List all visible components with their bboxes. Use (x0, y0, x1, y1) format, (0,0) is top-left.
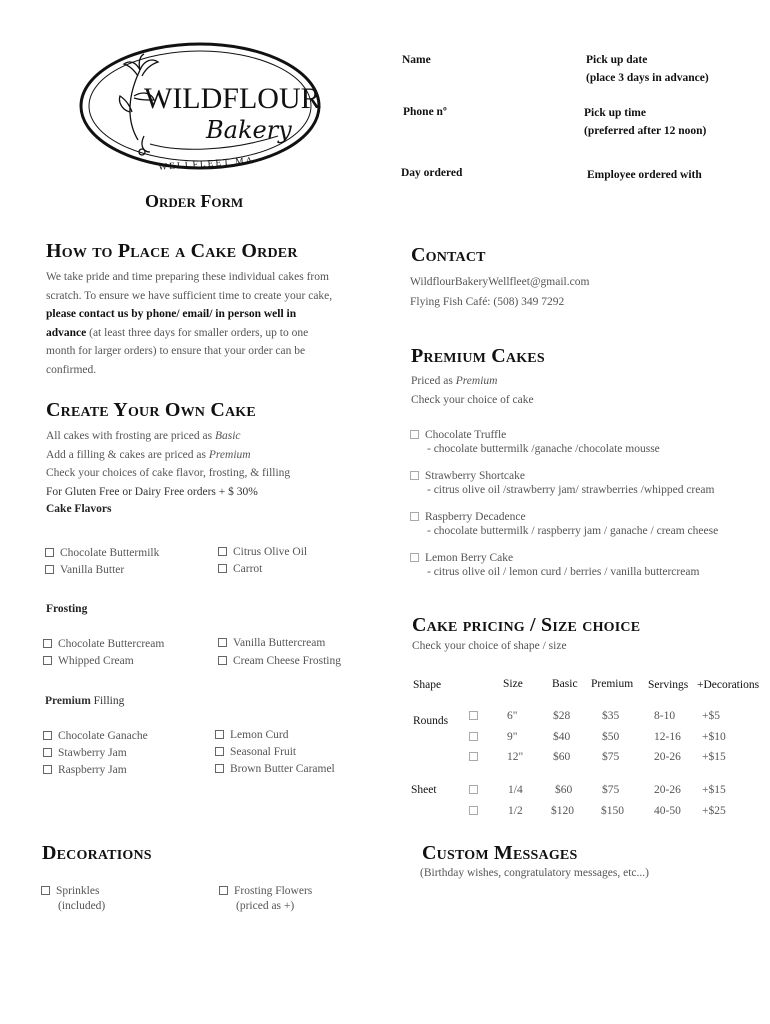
filling-label-bold: Premium (45, 695, 91, 707)
premium-title: Premium Cakes (411, 345, 545, 367)
contact-email[interactable]: WildflourBakeryWellfleet@gmail.com (410, 276, 590, 288)
filling-option[interactable] (43, 747, 127, 759)
filling-option[interactable] (215, 729, 288, 741)
filling-option-label: Lemon Curd (230, 729, 289, 741)
checkbox[interactable] (469, 732, 478, 741)
decoration-note: (included) (58, 900, 106, 912)
checkbox[interactable] (469, 785, 478, 794)
filling-option-label: Brown Butter Caramel (230, 763, 335, 775)
rounds-label: Rounds (413, 715, 449, 727)
premium-check: Check your choice of cake (411, 394, 534, 406)
pricing-title: Cake pricing / Size choice (412, 614, 641, 636)
bakery-logo (78, 40, 326, 180)
cell-decorations: +$25 (702, 805, 726, 817)
filling-option-label: Raspberry Jam (58, 764, 127, 776)
col-header-premium: Premium (591, 678, 634, 690)
checkbox[interactable] (218, 564, 227, 573)
filling-label-rest: Filling (90, 695, 125, 707)
checkbox[interactable] (43, 748, 52, 757)
contact-title: Contact (411, 244, 486, 266)
col-header-size: Size (503, 678, 523, 690)
cell-decorations: +$5 (702, 710, 720, 722)
checkbox[interactable] (43, 639, 52, 648)
filling-option[interactable] (43, 730, 148, 742)
pickup-time-note: (preferred after 12 noon) (584, 125, 707, 137)
cell-decorations: +$15 (702, 751, 726, 763)
create-em: Basic (214, 430, 241, 442)
checkbox[interactable] (218, 656, 227, 665)
col-header-basic: Basic (552, 678, 578, 690)
checkbox[interactable] (469, 752, 478, 761)
cell-size: 6" (507, 710, 518, 722)
cell-servings: 8-10 (654, 710, 676, 722)
frosting-label: Frosting (46, 603, 88, 615)
pickup-date-field-label[interactable]: Pick up date (586, 54, 648, 66)
checkbox[interactable] (45, 565, 54, 574)
cell-servings: 40-50 (654, 805, 681, 817)
filling-option-label: Stawberry Jam (58, 747, 127, 759)
premium-cake-name: Raspberry Decadence (425, 511, 526, 523)
frosting-option[interactable] (218, 655, 341, 667)
table-row[interactable] (469, 710, 484, 722)
frosting-option-label: Chocolate Buttercream (58, 638, 165, 650)
how-to-line: We take pride and time preparing these individual cakes from (46, 271, 329, 283)
logo-emblem (78, 40, 326, 180)
checkbox[interactable] (469, 806, 478, 815)
frosting-option-label: Cream Cheese Frosting (233, 655, 341, 667)
create-line: Add a filling & cakes are priced as (46, 448, 209, 461)
how-to-paragraph (46, 268, 366, 379)
create-line: Check your choices of cake flavor, frosting, & filling (46, 467, 291, 479)
create-cake-intro (46, 427, 366, 501)
sheet-label: Sheet (411, 784, 437, 796)
filling-label (45, 695, 124, 707)
how-to-bold: advance (46, 326, 87, 339)
how-to-line: scratch. To ensure we have sufficient time to create your cake, (46, 289, 333, 302)
name-field-label[interactable]: Name (402, 54, 431, 66)
table-row[interactable] (469, 784, 484, 796)
filling-option-label: Chocolate Ganache (58, 730, 148, 742)
checkbox[interactable] (41, 886, 50, 895)
premium-cake-desc: - chocolate buttermilk /ganache /chocolate mousse (427, 443, 660, 455)
cell-basic: $28 (553, 710, 571, 722)
premium-cake-option[interactable] (410, 428, 660, 456)
flavor-option[interactable] (218, 563, 262, 575)
premium-cake-name: Lemon Berry Cake (425, 552, 514, 564)
flavor-option[interactable] (45, 547, 159, 559)
logo-name: WILDFLOUR (144, 82, 321, 115)
decoration-name: Frosting Flowers (234, 885, 313, 897)
cell-premium: $150 (601, 805, 624, 817)
pickup-time-field-label[interactable]: Pick up time (584, 107, 646, 119)
premium-priced-text: Priced as (411, 375, 456, 387)
flavor-label: Chocolate Buttermilk (60, 547, 160, 559)
frosting-option-label: Whipped Cream (58, 655, 134, 667)
filling-option[interactable] (43, 764, 127, 776)
cell-basic: $120 (551, 805, 574, 817)
checkbox[interactable] (43, 731, 52, 740)
premium-cake-option[interactable] (410, 551, 699, 579)
premium-cake-desc: - citrus olive oil / lemon curd / berries / vanilla buttercream (427, 566, 700, 578)
cell-servings: 20-26 (654, 751, 681, 763)
cell-servings: 12-16 (654, 731, 681, 743)
cell-size: 1/4 (508, 784, 523, 796)
frosting-option[interactable] (43, 638, 164, 650)
how-to-line: (at least three days for smaller orders, up to one (86, 326, 309, 339)
premium-priced-em: Premium (455, 375, 498, 387)
cell-premium: $75 (602, 784, 620, 796)
decoration-option[interactable] (219, 884, 312, 914)
premium-cake-option[interactable] (410, 469, 714, 497)
how-to-line: month for larger orders) to ensure that your order can be (46, 345, 306, 357)
cell-size: 9" (507, 731, 518, 743)
cell-basic: $60 (555, 784, 573, 796)
custom-messages-title: Custom Messages (422, 842, 578, 864)
premium-cake-name: Strawberry Shortcake (425, 470, 525, 482)
create-em: Premium (208, 448, 251, 461)
premium-cake-name: Chocolate Truffle (425, 429, 507, 441)
filling-option[interactable] (215, 763, 335, 775)
checkbox[interactable] (469, 711, 478, 720)
frosting-option[interactable] (43, 655, 134, 667)
cell-servings: 20-26 (654, 784, 681, 796)
col-header-servings: Servings (648, 679, 689, 691)
frosting-option[interactable] (218, 637, 325, 649)
premium-cake-desc: - chocolate buttermilk / raspberry jam / ganache / cream cheese (427, 525, 719, 537)
how-to-title: How to Place a Cake Order (46, 240, 298, 262)
logo-location: WELLFLEET MA (157, 156, 255, 173)
table-row[interactable] (469, 751, 484, 763)
decoration-option[interactable] (41, 884, 105, 914)
create-line: For Gluten Free or Dairy Free orders + $ 30% (46, 485, 258, 498)
cell-size: 1/2 (508, 805, 523, 817)
table-row[interactable] (469, 805, 484, 817)
checkbox[interactable] (218, 638, 227, 647)
employee-field-label[interactable]: Employee ordered with (587, 169, 702, 181)
flavor-option[interactable] (218, 546, 307, 558)
cell-decorations: +$15 (702, 784, 726, 796)
checkbox[interactable] (410, 430, 419, 439)
contact-phone: Flying Fish Café: (508) 349 7292 (410, 296, 565, 308)
checkbox[interactable] (215, 730, 224, 739)
day-ordered-field-label[interactable]: Day ordered (401, 167, 463, 179)
create-line: All cakes with frosting are priced as (46, 430, 215, 442)
checkbox[interactable] (219, 886, 228, 895)
filling-option[interactable] (215, 746, 296, 758)
cell-premium: $35 (602, 710, 620, 722)
cell-premium: $50 (602, 731, 620, 743)
pickup-date-note: (place 3 days in advance) (586, 72, 709, 84)
cell-size: 12" (507, 751, 524, 763)
premium-cake-option[interactable] (410, 510, 718, 538)
checkbox[interactable] (43, 765, 52, 774)
table-row[interactable] (469, 731, 484, 743)
flavor-label: Carrot (233, 563, 263, 575)
decoration-note: (priced as +) (236, 900, 295, 912)
checkbox[interactable] (45, 548, 54, 557)
cell-basic: $60 (553, 751, 571, 763)
how-to-line: confirmed. (46, 363, 97, 376)
logo-sub: Bakery (206, 116, 292, 144)
order-form-title: Order Form (145, 191, 244, 211)
custom-messages-note: (Birthday wishes, congratulatory messages, etc...) (420, 867, 649, 879)
checkbox[interactable] (410, 553, 419, 562)
checkbox[interactable] (215, 764, 224, 773)
cell-basic: $40 (553, 731, 571, 743)
premium-cake-desc: - citrus olive oil /strawberry jam/ strawberries /whipped cream (427, 484, 715, 496)
flavor-label: Citrus Olive Oil (233, 546, 308, 558)
how-to-bold: please contact us by phone/ email/ in person well in (46, 308, 297, 320)
checkbox[interactable] (410, 512, 419, 521)
phone-field-label[interactable]: Phone nº (403, 106, 447, 118)
checkbox[interactable] (215, 747, 224, 756)
decorations-title: Decorations (42, 842, 152, 864)
pricing-check: Check your choice of shape / size (412, 640, 567, 652)
premium-priced (411, 375, 497, 387)
create-cake-title: Create Your Own Cake (46, 399, 256, 421)
cake-flavors-label: Cake Flavors (46, 503, 112, 515)
checkbox[interactable] (218, 547, 227, 556)
cell-premium: $75 (602, 751, 620, 763)
checkbox[interactable] (410, 471, 419, 480)
col-header-shape: Shape (413, 679, 442, 691)
cell-decorations: +$10 (702, 731, 726, 743)
frosting-option-label: Vanilla Buttercream (233, 637, 326, 649)
filling-option-label: Seasonal Fruit (230, 746, 297, 758)
flavor-label: Vanilla Butter (60, 564, 125, 576)
checkbox[interactable] (43, 656, 52, 665)
col-header-decorations: +Decorations (697, 679, 760, 691)
flavor-option[interactable] (45, 564, 124, 576)
decoration-name: Sprinkles (56, 885, 100, 897)
